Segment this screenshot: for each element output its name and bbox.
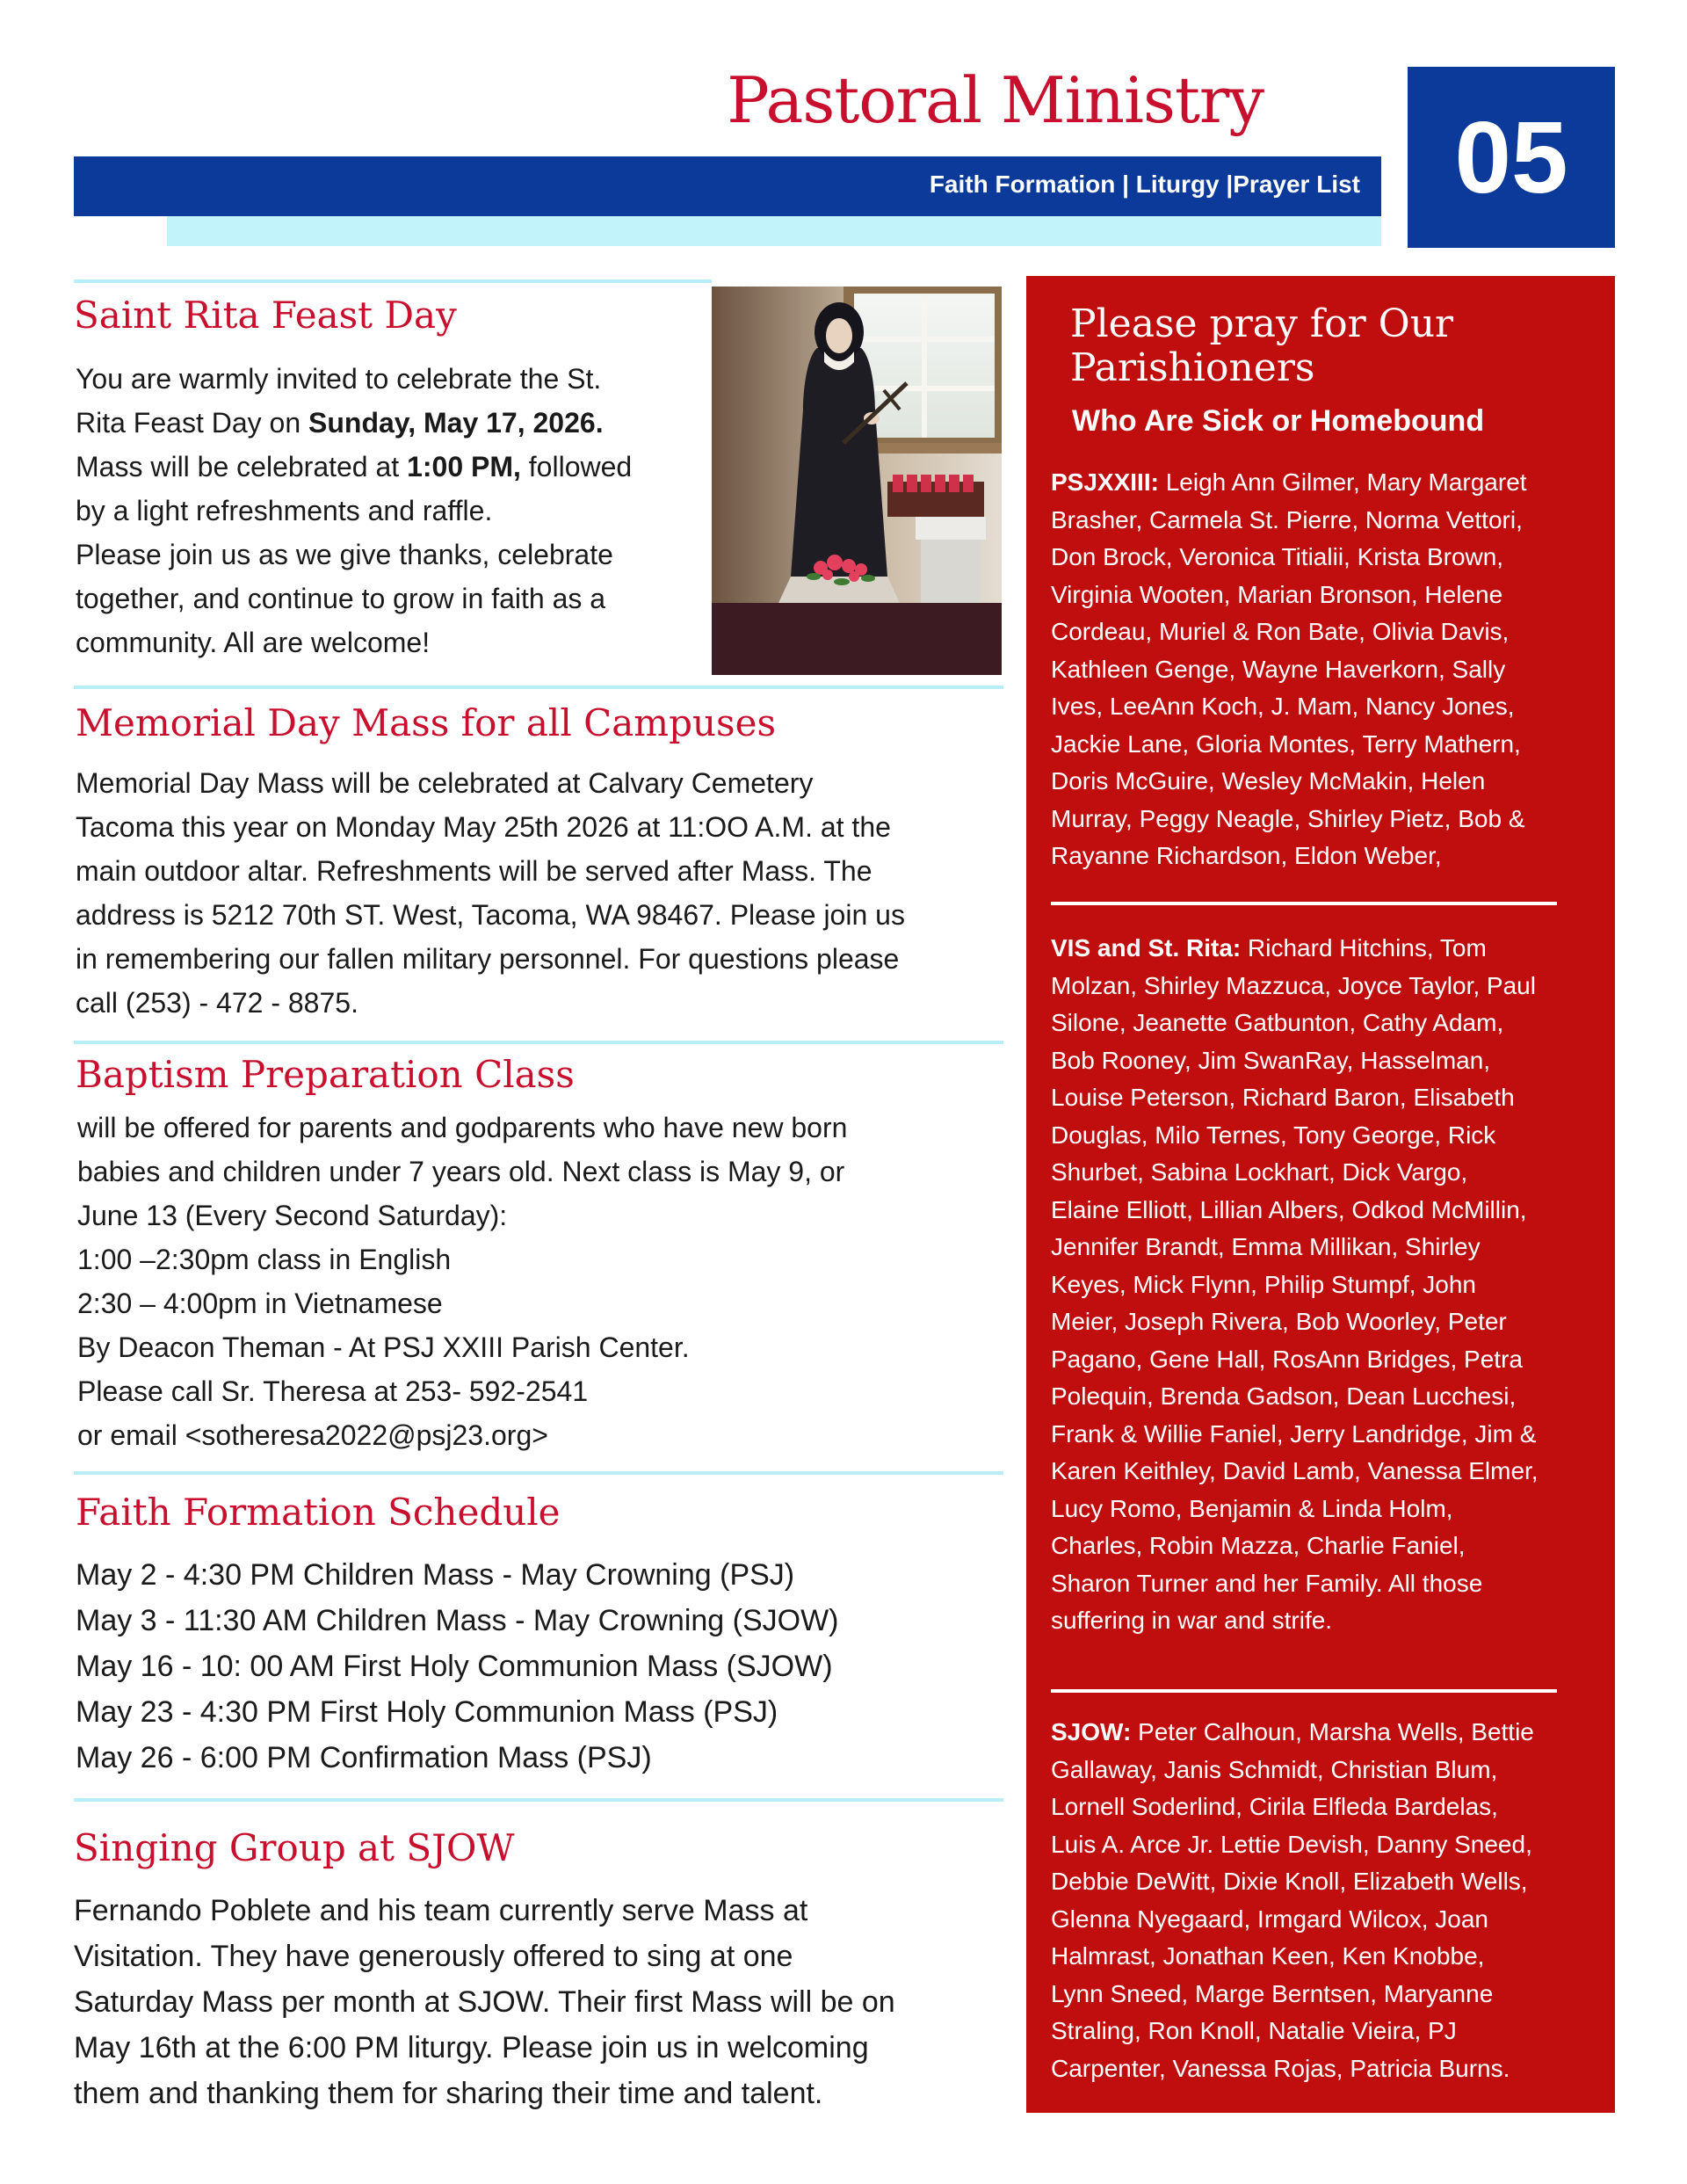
faith-formation-schedule	[76, 1552, 839, 1781]
text-line: Don Brock, Veronica Titialii, Krista Brown,	[1051, 543, 1504, 570]
text-line: Karen Keithley, David Lamb, Vanessa Elmer,	[1051, 1457, 1539, 1484]
schedule-item: May 2 - 4:30 PM Children Mass - May Crowning (PSJ)	[76, 1558, 795, 1592]
prayer-list-title	[1070, 302, 1453, 390]
mass-time: 1:00 PM,	[407, 451, 521, 483]
text-line: Lynn Sneed, Marge Berntsen, Maryanne	[1051, 1979, 1494, 2007]
section-divider	[74, 279, 712, 283]
text-line: Louise Peterson, Richard Baron, Elisabeth	[1051, 1084, 1515, 1111]
text-run: Rita Feast Day on	[76, 407, 308, 439]
text-line: Ives, LeeAnn Koch, J. Mam, Nancy Jones,	[1051, 693, 1515, 720]
text-line: Murray, Peggy Neagle, Shirley Pietz, Bob &	[1051, 804, 1525, 832]
text-line: address is 5212 70th ST. West, Tacoma, WA 98467. Please join us	[76, 899, 905, 931]
text-line: them and thanking them for sharing their time and talent.	[74, 2077, 823, 2110]
page-title: Pastoral Ministry	[727, 63, 1263, 137]
header-bar	[74, 156, 1381, 216]
text-line: community. All are welcome!	[76, 627, 431, 658]
text-line: or email <sotheresa2022@psj23.org>	[77, 1419, 548, 1451]
text-line: Shurbet, Sabina Lockhart, Dick Vargo,	[1051, 1158, 1468, 1186]
text-line: Brasher, Carmela St. Pierre, Norma Vettori,	[1051, 505, 1523, 533]
text-run: Richard Hitchins, Tom	[1241, 934, 1487, 961]
text-line: Rayanne Richardson, Eldon Weber,	[1051, 842, 1442, 869]
singing-group-body	[74, 1888, 895, 2116]
page-number-badge: 05	[1408, 67, 1615, 248]
prayer-list-subtitle: Who Are Sick or Homebound	[1072, 404, 1485, 438]
text-line: Halmrast, Jonathan Keen, Ken Knobbe,	[1051, 1942, 1485, 1970]
prayer-group-vis-st-rita	[1051, 930, 1539, 1640]
schedule-item: May 3 - 11:30 AM Children Mass - May Crowning (SJOW)	[76, 1604, 839, 1637]
text-line	[1051, 464, 1527, 502]
text-line: Douglas, Milo Ternes, Tony George, Rick	[1051, 1121, 1496, 1149]
text-line: Carpenter, Vanessa Rojas, Patricia Burns.	[1051, 2054, 1510, 2082]
section-divider	[74, 1471, 1003, 1475]
section-divider	[74, 686, 1003, 689]
text-line	[76, 445, 632, 489]
saint-rita-body	[76, 357, 632, 664]
text-line: Lucy Romo, Benjamin & Linda Holm,	[1051, 1494, 1453, 1522]
text-line: Molzan, Shirley Mazzuca, Joyce Taylor, Paul	[1051, 971, 1536, 999]
group-label: PSJXXIII:	[1051, 468, 1159, 496]
text-line: Polequin, Brenda Gadson, Dean Lucchesi,	[1051, 1382, 1517, 1410]
text-line: Debbie DeWitt, Dixie Knoll, Elizabeth Wells,	[1051, 1868, 1528, 1895]
text-line: Keyes, Mick Flynn, Philip Stumpf, John	[1051, 1270, 1476, 1298]
section-divider	[74, 1798, 1003, 1802]
text-line: Saturday Mass per month at SJOW. Their first Mass will be on	[74, 1985, 895, 2019]
title-line: Please pray for Our	[1070, 301, 1454, 346]
text-line	[1051, 1714, 1534, 1752]
text-line: Kathleen Genge, Wayne Haverkorn, Sally	[1051, 655, 1506, 683]
section-title-singing-group: Singing Group at SJOW	[74, 1826, 515, 1869]
text-line: Cordeau, Muriel & Ron Bate, Olivia Davis,	[1051, 618, 1510, 645]
section-title-baptism: Baptism Preparation Class	[76, 1053, 575, 1096]
text-line: 1:00 –2:30pm class in English	[77, 1244, 452, 1275]
text-line: Meier, Joseph Rivera, Bob Woorley, Peter	[1051, 1308, 1507, 1335]
text-run: Mass will be celebrated at	[76, 451, 408, 483]
text-run: Leigh Ann Gilmer, Mary Margaret	[1158, 468, 1527, 496]
text-line: Fernando Poblete and his team currently serve Mass at	[74, 1894, 808, 1927]
text-line: Elaine Elliott, Lillian Albers, Odkod McMillin,	[1051, 1195, 1527, 1223]
section-divider	[74, 1041, 1003, 1044]
prayer-group-divider	[1051, 902, 1557, 905]
text-line: Bob Rooney, Jim SwanRay, Hasselman,	[1051, 1046, 1491, 1074]
text-line: Jennifer Brandt, Emma Millikan, Shirley	[1051, 1233, 1481, 1260]
prayer-group-divider	[1051, 1689, 1557, 1693]
prayer-group-psjxxiii	[1051, 464, 1527, 875]
text-line: June 13 (Every Second Saturday):	[77, 1200, 508, 1231]
text-line: Visitation. They have generously offered to sing at one	[74, 1940, 793, 1973]
text-line: Glenna Nyegaard, Irmgard Wilcox, Joan	[1051, 1905, 1488, 1933]
text-line: Doris McGuire, Wesley McMakin, Helen	[1051, 767, 1486, 795]
text-line: together, and continue to grow in faith as a	[76, 583, 606, 614]
text-line: Straling, Ron Knoll, Natalie Vieira, PJ	[1051, 2017, 1457, 2044]
text-line: Lornell Soderlind, Cirila Elfleda Bardelas,	[1051, 1793, 1498, 1820]
text-line: Sharon Turner and her Family. All those	[1051, 1569, 1483, 1597]
memorial-day-body	[76, 761, 905, 1025]
text-line: Memorial Day Mass will be celebrated at Calvary Cemetery	[76, 767, 814, 799]
text-run: followed	[520, 451, 633, 483]
text-line: suffering in war and strife.	[1051, 1607, 1333, 1634]
prayer-list-panel	[1026, 276, 1615, 2113]
text-line: Silone, Jeanette Gatbunton, Cathy Adam,	[1051, 1009, 1504, 1036]
feast-date: Sunday, May 17, 2026.	[308, 407, 604, 439]
text-line: babies and children under 7 years old. Next class is May 9, or	[77, 1156, 845, 1187]
text-line: Pagano, Gene Hall, RosAnn Bridges, Petra	[1051, 1345, 1523, 1373]
schedule-item: May 26 - 6:00 PM Confirmation Mass (PSJ)	[76, 1741, 652, 1774]
text-line: Luis A. Arce Jr. Lettie Devish, Danny Sneed,	[1051, 1830, 1532, 1858]
text-line: Tacoma this year on Monday May 25th 2026 at 11:OO A.M. at the	[76, 811, 891, 843]
text-line: will be offered for parents and godparents who have new born	[77, 1112, 848, 1143]
text-line: call (253) - 472 - 8875.	[76, 987, 358, 1019]
header-accent-bar	[167, 216, 1381, 246]
text-line: Gallaway, Janis Schmidt, Christian Blum,	[1051, 1755, 1498, 1783]
text-line	[1051, 930, 1539, 968]
schedule-item: May 16 - 10: 00 AM First Holy Communion Mass (SJOW)	[76, 1650, 833, 1683]
section-title-saint-rita: Saint Rita Feast Day	[74, 294, 457, 337]
text-line: Please call Sr. Theresa at 253- 592-2541	[77, 1375, 589, 1407]
text-run: Peter Calhoun, Marsha Wells, Bettie	[1131, 1718, 1534, 1745]
text-line: in remembering our fallen military personnel. For questions please	[76, 943, 900, 975]
text-line: You are warmly invited to celebrate the St.	[76, 363, 602, 395]
section-title-faith-formation: Faith Formation Schedule	[76, 1491, 561, 1534]
text-line: Charles, Robin Mazza, Charlie Faniel,	[1051, 1532, 1466, 1559]
text-line: Frank & Willie Faniel, Jerry Landridge, Jim &	[1051, 1419, 1537, 1448]
text-line: Virginia Wooten, Marian Bronson, Helene	[1051, 580, 1503, 608]
schedule-item: May 23 - 4:30 PM First Holy Communion Mass (PSJ)	[76, 1695, 778, 1729]
title-line: Parishioners	[1070, 345, 1315, 390]
text-line: Jackie Lane, Gloria Montes, Terry Mathern,	[1051, 729, 1521, 758]
text-line	[76, 401, 632, 445]
text-line: 2:30 – 4:00pm in Vietnamese	[77, 1288, 443, 1319]
group-label: SJOW:	[1051, 1718, 1132, 1745]
text-line: main outdoor altar. Refreshments will be served after Mass. The	[76, 855, 872, 887]
text-line: May 16th at the 6:00 PM liturgy. Please join us in welcoming	[74, 2031, 869, 2064]
text-line: Please join us as we give thanks, celebrate	[76, 539, 613, 570]
group-label: VIS and St. Rita:	[1051, 934, 1242, 961]
saint-rita-statue-photo	[712, 287, 1002, 675]
header-subtitle: Faith Formation | Liturgy |Prayer List	[929, 171, 1360, 198]
section-title-memorial-day: Memorial Day Mass for all Campuses	[76, 701, 777, 744]
text-line: By Deacon Theman - At PSJ XXIII Parish Center.	[77, 1331, 690, 1363]
text-line: by a light refreshments and raffle.	[76, 495, 493, 526]
baptism-body	[77, 1106, 847, 1457]
prayer-group-sjow	[1051, 1714, 1534, 2087]
